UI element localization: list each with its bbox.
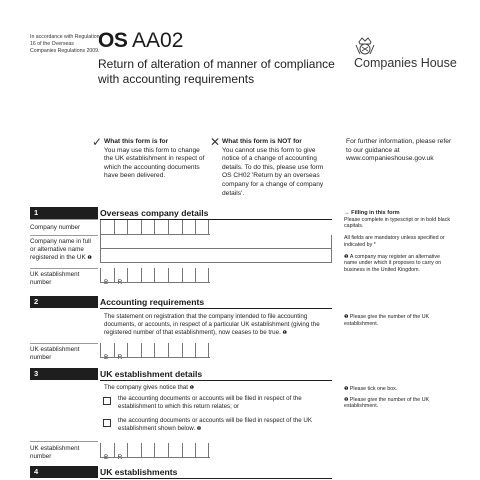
form-number: AA02 — [132, 29, 184, 52]
option-2-text: the accounting documents or accounts will be filed in respect of the UK establishment shown below. ❷ — [118, 417, 312, 432]
section-1-number: 1 — [30, 207, 98, 219]
uk-establishment-label-3: UK establishment number — [30, 445, 80, 460]
uk-establishment-label-2: UK establishment number — [30, 346, 80, 361]
uk-establishment-field-3[interactable] — [100, 443, 209, 457]
further-info: For further information, please refer to our guidance at www.companieshouse.gov.uk — [346, 138, 452, 163]
section-4-number: 4 — [30, 466, 98, 478]
label-divider — [30, 219, 98, 220]
company-number-label: Company number — [30, 224, 81, 231]
royal-crest-icon — [354, 36, 376, 56]
not-for-block — [222, 138, 330, 198]
company-name-field-1[interactable] — [100, 235, 332, 249]
section-3-title: UK establishment details — [100, 369, 203, 379]
uk-establishment-field-1[interactable] — [100, 268, 209, 282]
what-for-block — [104, 138, 208, 181]
section-4-title: UK establishments — [100, 467, 178, 477]
section-2-note: ❶ Please give the number of the UK establishment. — [344, 314, 430, 327]
company-name-field-2[interactable] — [100, 249, 332, 263]
label-divider — [30, 441, 98, 442]
section-2-rule — [100, 308, 332, 309]
form-code — [98, 30, 183, 52]
section-3-rule — [100, 380, 332, 381]
cross-icon: ✕ — [210, 135, 221, 149]
uk-est-baseline-3 — [100, 457, 210, 458]
what-for-heading: What this form is for — [104, 138, 169, 145]
option-1-text: the accounting documents or accounts will be filed in respect of the establishment to which this return relates; or — [118, 395, 302, 410]
section-1-title: Overseas company details — [100, 208, 209, 218]
accounting-statement: The statement on registration that the company intended to file accounting documents, or accounts, in respect of a particular UK establishment (giving the registered number of that establishment), now ceases to be true. ❶ — [104, 313, 320, 336]
brand-name: Companies House — [354, 56, 457, 70]
option-2-checkbox[interactable] — [103, 419, 111, 427]
section-2-number: 2 — [30, 296, 98, 308]
section-4-rule — [100, 478, 332, 479]
label-divider — [30, 343, 98, 344]
notice-intro: The company gives notice that ❶ — [104, 384, 195, 391]
filling-in-note: → Filling in this form Please complete in typescript or in bold black capitals. All fields are mandatory unless specified or indicated by * ❶ A company may register an alternative name under which it proposes to carry on business in the United Kingdom. — [344, 210, 450, 273]
company-number-field[interactable] — [100, 220, 209, 234]
label-divider — [30, 235, 98, 236]
tick-icon: ✓ — [92, 135, 103, 149]
label-divider — [30, 268, 98, 269]
section-2-title: Accounting requirements — [100, 297, 205, 307]
option-1-checkbox[interactable] — [103, 397, 111, 405]
uk-establishment-field-2[interactable] — [100, 343, 209, 357]
uk-establishment-label-1: UK establishment number — [30, 271, 80, 286]
form-prefix: OS — [98, 29, 128, 52]
not-for-text: You cannot use this form to give notice of a change of accounting details. To do this, please use form OS CH02 'Return by an overseas company for a change of company details'. — [222, 146, 324, 197]
legal-note: In accordance with Regulation 16 of the Overseas Companies Regulations 2009. — [30, 34, 100, 54]
what-for-text: You may use this form to change the UK establishment in respect of which the accounting documents have been delivered. — [104, 146, 205, 180]
uk-est-baseline-2 — [100, 357, 210, 358]
uk-est-baseline-1 — [100, 282, 210, 283]
section-3-note: ❶ Please tick one box. ❷ Please give the number of the UK establishment. — [344, 386, 430, 410]
company-name-label: Company name in full or alternative name registered in the UK ❶ — [30, 238, 92, 261]
section-3-number: 3 — [30, 368, 98, 380]
form-title: Return of alteration of manner of compliance with accounting requirements — [98, 57, 335, 86]
not-for-heading: What this form is NOT for — [222, 138, 302, 145]
